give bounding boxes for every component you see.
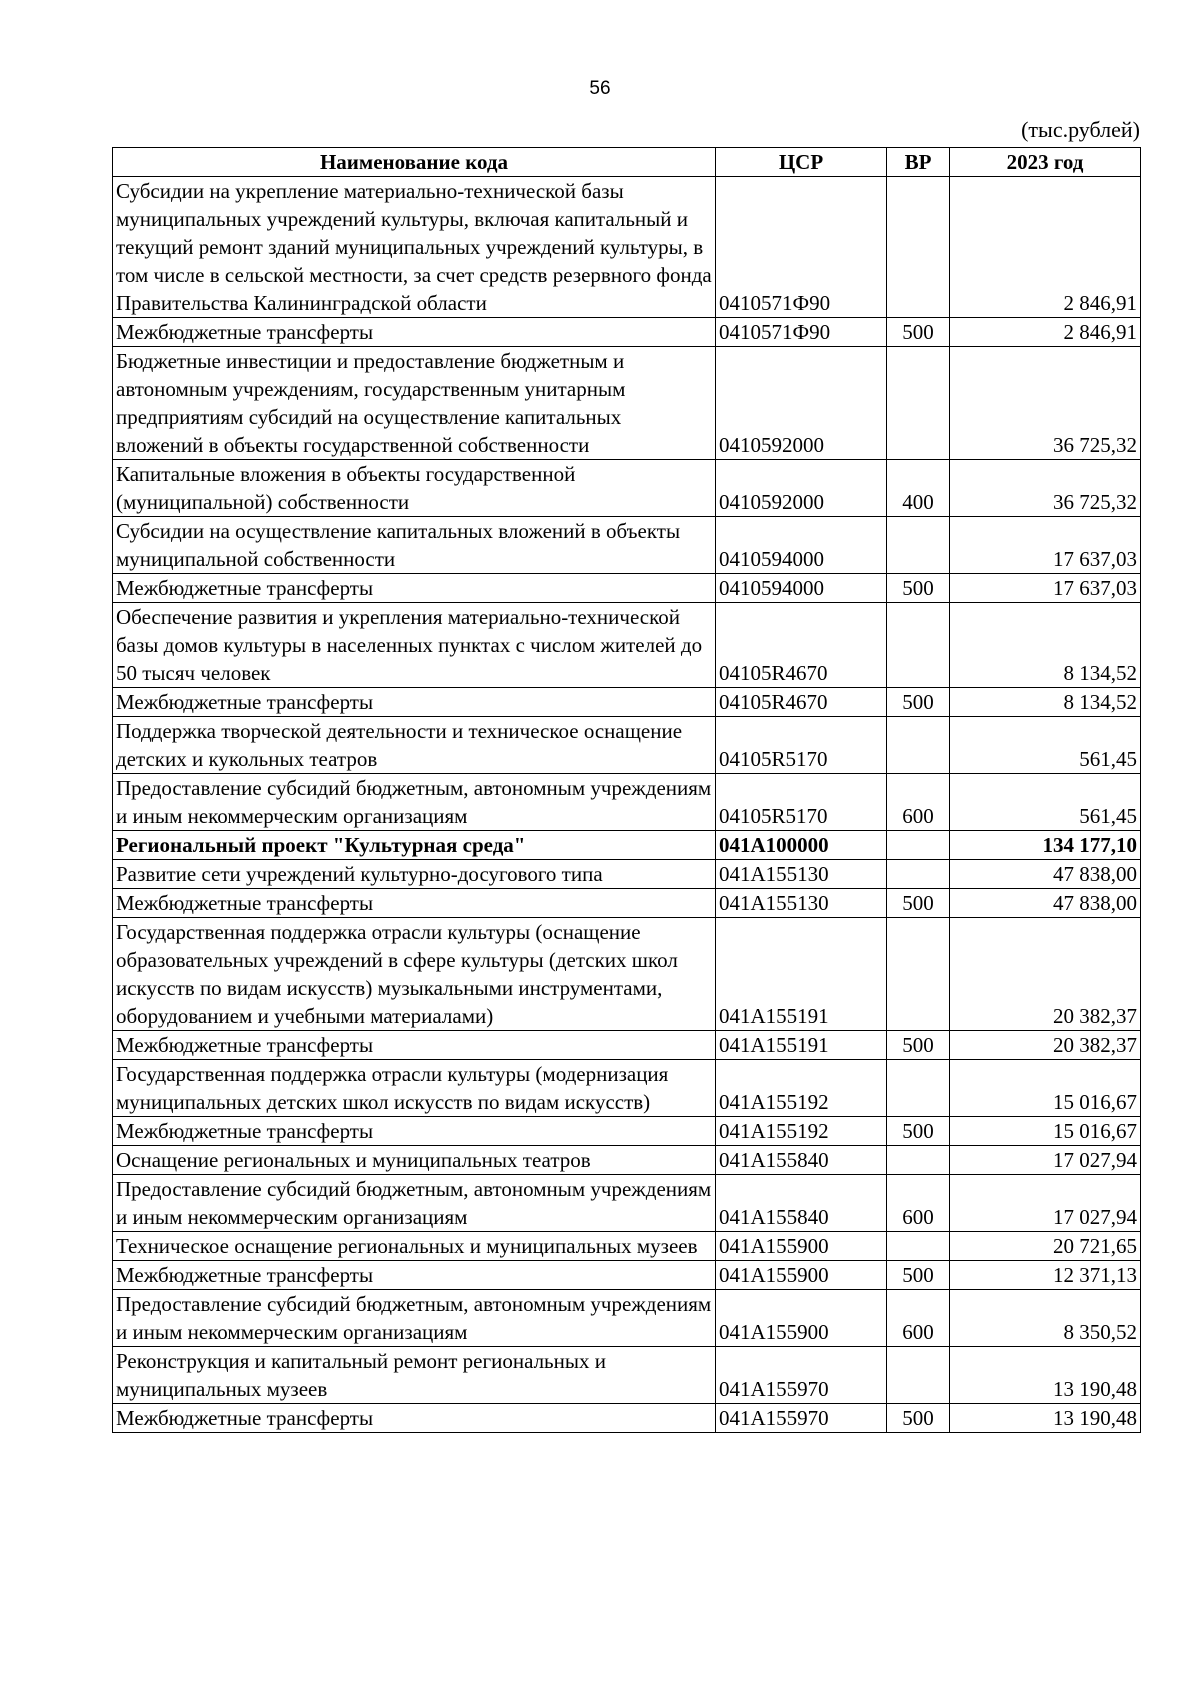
- table-row: [113, 1347, 1141, 1404]
- row-name: Региональный проект "Культурная среда": [113, 831, 716, 860]
- row-csr: 041А155900: [716, 1232, 887, 1261]
- row-value: 8 134,52: [950, 603, 1141, 688]
- table-row: [113, 1146, 1141, 1175]
- row-vr: [887, 831, 950, 860]
- row-vr: 500: [887, 318, 950, 347]
- row-vr: [887, 717, 950, 774]
- row-value: 17 637,03: [950, 574, 1141, 603]
- row-name: Государственная поддержка отрасли культуры (модернизация муниципальных детских школ искусств по видам искусств): [113, 1060, 716, 1117]
- row-value: 47 838,00: [950, 889, 1141, 918]
- row-vr: [887, 1146, 950, 1175]
- row-vr: 500: [887, 1404, 950, 1433]
- row-csr: 0410571Ф90: [716, 318, 887, 347]
- row-csr: 041А155970: [716, 1347, 887, 1404]
- row-name: Межбюджетные трансферты: [113, 318, 716, 347]
- header-vr: ВР: [887, 148, 950, 177]
- row-name: Межбюджетные трансферты: [113, 889, 716, 918]
- table-row: [113, 1175, 1141, 1232]
- row-value: 8 134,52: [950, 688, 1141, 717]
- row-name: Субсидии на осуществление капитальных вложений в объекты муниципальной собственности: [113, 517, 716, 574]
- row-name: Реконструкция и капитальный ремонт региональных и муниципальных музеев: [113, 1347, 716, 1404]
- row-vr: [887, 1232, 950, 1261]
- row-value: 13 190,48: [950, 1347, 1141, 1404]
- row-csr: 041А155970: [716, 1404, 887, 1433]
- row-csr: 0410592000: [716, 460, 887, 517]
- row-vr: 400: [887, 460, 950, 517]
- table-row: [113, 1290, 1141, 1347]
- row-csr: 041А155130: [716, 889, 887, 918]
- row-csr: 041А155191: [716, 1031, 887, 1060]
- header-value: 2023 год: [950, 148, 1141, 177]
- row-name: Обеспечение развития и укрепления материально-технической базы домов культуры в населенных пунктах с числом жителей до 50 тысяч человек: [113, 603, 716, 688]
- row-value: 2 846,91: [950, 177, 1141, 318]
- row-name: Межбюджетные трансферты: [113, 1404, 716, 1433]
- units-label: (тыс.рублей): [1021, 117, 1140, 142]
- row-vr: [887, 603, 950, 688]
- table-row: [113, 889, 1141, 918]
- row-value: 36 725,32: [950, 347, 1141, 460]
- row-name: Бюджетные инвестиции и предоставление бюджетным и автономным учреждениям, государственным унитарным предприятиям субсидий на осуществление капитальных вложений в объекты государственной собственности: [113, 347, 716, 460]
- table-row: [113, 603, 1141, 688]
- table-row: [113, 1404, 1141, 1433]
- row-csr: 04105R4670: [716, 603, 887, 688]
- row-vr: [887, 177, 950, 318]
- row-value: 17 637,03: [950, 517, 1141, 574]
- row-vr: [887, 347, 950, 460]
- row-value: 134 177,10: [950, 831, 1141, 860]
- table-row: [113, 831, 1141, 860]
- row-name: Предоставление субсидий бюджетным, автономным учреждениям и иным некоммерческим организациям: [113, 1175, 716, 1232]
- row-csr: 041А155900: [716, 1261, 887, 1290]
- table-row: [113, 1232, 1141, 1261]
- row-vr: 500: [887, 889, 950, 918]
- row-vr: [887, 1060, 950, 1117]
- row-csr: 0410594000: [716, 517, 887, 574]
- row-csr: 041А155900: [716, 1290, 887, 1347]
- row-csr: 04105R5170: [716, 717, 887, 774]
- row-csr: 04105R5170: [716, 774, 887, 831]
- row-name: Оснащение региональных и муниципальных театров: [113, 1146, 716, 1175]
- row-value: 20 382,37: [950, 1031, 1141, 1060]
- row-vr: 500: [887, 688, 950, 717]
- row-csr: 041А100000: [716, 831, 887, 860]
- row-name: Межбюджетные трансферты: [113, 1261, 716, 1290]
- table-row: [113, 774, 1141, 831]
- row-csr: 041А155192: [716, 1060, 887, 1117]
- row-name: Межбюджетные трансферты: [113, 574, 716, 603]
- row-value: 13 190,48: [950, 1404, 1141, 1433]
- row-name: Предоставление субсидий бюджетным, автономным учреждениям и иным некоммерческим организациям: [113, 1290, 716, 1347]
- row-value: 561,45: [950, 774, 1141, 831]
- header-csr: ЦСР: [716, 148, 887, 177]
- table-row: [113, 177, 1141, 318]
- row-name: Межбюджетные трансферты: [113, 688, 716, 717]
- row-value: 36 725,32: [950, 460, 1141, 517]
- row-vr: 600: [887, 774, 950, 831]
- row-value: 12 371,13: [950, 1261, 1141, 1290]
- table-row: [113, 318, 1141, 347]
- budget-table: [112, 147, 1141, 1433]
- row-vr: [887, 918, 950, 1031]
- row-value: 47 838,00: [950, 860, 1141, 889]
- table-row: [113, 347, 1141, 460]
- row-csr: 041А155191: [716, 918, 887, 1031]
- row-csr: 0410594000: [716, 574, 887, 603]
- row-vr: 500: [887, 1031, 950, 1060]
- row-name: Межбюджетные трансферты: [113, 1031, 716, 1060]
- row-vr: 600: [887, 1175, 950, 1232]
- row-name: Субсидии на укрепление материально-технической базы муниципальных учреждений культуры, включая капитальный и текущий ремонт зданий муниципальных учреждений культуры, в том числе в сельской местности, за счет средств резервного фонда Правительства Калининградской области: [113, 177, 716, 318]
- row-value: 20 382,37: [950, 918, 1141, 1031]
- row-name: Государственная поддержка отрасли культуры (оснащение образовательных учреждений в сфере культуры (детских школ искусств по видам искусств) музыкальными инструментами, оборудованием и учебными материалами): [113, 918, 716, 1031]
- row-vr: 500: [887, 1261, 950, 1290]
- row-value: 2 846,91: [950, 318, 1141, 347]
- row-csr: 041А155130: [716, 860, 887, 889]
- row-name: Капитальные вложения в объекты государственной (муниципальной) собственности: [113, 460, 716, 517]
- table-row: [113, 860, 1141, 889]
- row-csr: 041А155840: [716, 1175, 887, 1232]
- table-row: [113, 517, 1141, 574]
- row-csr: 04105R4670: [716, 688, 887, 717]
- table-row: [113, 688, 1141, 717]
- table-header-row: [113, 148, 1141, 177]
- row-value: 561,45: [950, 717, 1141, 774]
- row-name: Поддержка творческой деятельности и техническое оснащение детских и кукольных театров: [113, 717, 716, 774]
- row-vr: 600: [887, 1290, 950, 1347]
- row-name: Техническое оснащение региональных и муниципальных музеев: [113, 1232, 716, 1261]
- row-value: 20 721,65: [950, 1232, 1141, 1261]
- table-row: [113, 1031, 1141, 1060]
- table-row: [113, 460, 1141, 517]
- row-value: 8 350,52: [950, 1290, 1141, 1347]
- table-row: [113, 1060, 1141, 1117]
- row-name: Межбюджетные трансферты: [113, 1117, 716, 1146]
- row-csr: 0410571Ф90: [716, 177, 887, 318]
- header-name: Наименование кода: [113, 148, 716, 177]
- row-csr: 041А155192: [716, 1117, 887, 1146]
- row-value: 17 027,94: [950, 1146, 1141, 1175]
- table-body: [113, 177, 1141, 1433]
- row-value: 17 027,94: [950, 1175, 1141, 1232]
- row-name: Развитие сети учреждений культурно-досугового типа: [113, 860, 716, 889]
- row-vr: [887, 517, 950, 574]
- row-vr: 500: [887, 574, 950, 603]
- row-name: Предоставление субсидий бюджетным, автономным учреждениям и иным некоммерческим организациям: [113, 774, 716, 831]
- row-csr: 0410592000: [716, 347, 887, 460]
- page-number: 56: [589, 78, 611, 99]
- table-row: [113, 717, 1141, 774]
- row-value: 15 016,67: [950, 1060, 1141, 1117]
- row-value: 15 016,67: [950, 1117, 1141, 1146]
- row-csr: 041А155840: [716, 1146, 887, 1175]
- table-row: [113, 918, 1141, 1031]
- row-vr: [887, 1347, 950, 1404]
- table-row: [113, 574, 1141, 603]
- table-row: [113, 1261, 1141, 1290]
- table-row: [113, 1117, 1141, 1146]
- row-vr: 500: [887, 1117, 950, 1146]
- row-vr: [887, 860, 950, 889]
